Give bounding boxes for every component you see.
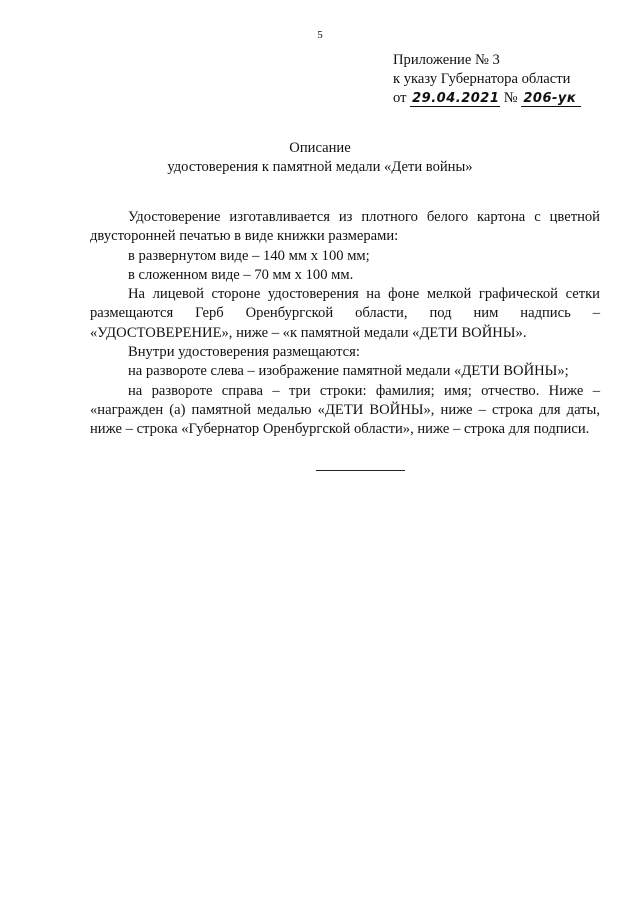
appendix-block — [393, 51, 613, 108]
document-title — [0, 139, 640, 177]
appendix-date-number — [393, 89, 613, 108]
title-line-2: удостоверения к памятной медали «Дети войны» — [167, 159, 473, 175]
end-separator-line — [316, 470, 405, 471]
document-body — [90, 208, 600, 440]
paragraph: в сложенном виде – 70 мм х 100 мм. — [128, 266, 354, 283]
title-line-1: Описание — [289, 140, 351, 156]
appendix-title: Приложение № 3 — [393, 52, 500, 68]
number-prefix: № — [503, 90, 518, 106]
paragraph: Удостоверение изготавливается из плотного белого картона с цветной двусторонней печатью в виде книжки размерами: — [90, 209, 600, 245]
appendix-decree: к указу Губернатора области — [393, 71, 571, 87]
date-prefix: от — [393, 90, 407, 106]
paragraph: на развороте справа – три строки: фамилия; имя; отчество. Ниже – «награжден (а) памятной медалью «ДЕТИ ВОЙНЫ», ниже – строка для даты, ниже – строка «Губернатор Оренбургской области», ниже – строка для подписи. — [90, 382, 600, 438]
handwritten-number: 206-ук — [521, 91, 581, 107]
page-number: 5 — [317, 29, 323, 41]
paragraph: На лицевой стороне удостоверения на фоне мелкой графической сетки размещаются Герб Оренбургской области, под ним надпись – «УДОСТОВЕРЕНИЕ», ниже – «к памятной медали «ДЕТИ ВОЙНЫ». — [90, 286, 600, 341]
paragraph: в развернутом виде – 140 мм х 100 мм; — [128, 247, 370, 264]
handwritten-date: 29.04.2021 — [412, 91, 500, 106]
paragraph: на развороте слева – изображение памятной медали «ДЕТИ ВОЙНЫ»; — [128, 363, 569, 380]
paragraph: Внутри удостоверения размещаются: — [128, 344, 360, 361]
